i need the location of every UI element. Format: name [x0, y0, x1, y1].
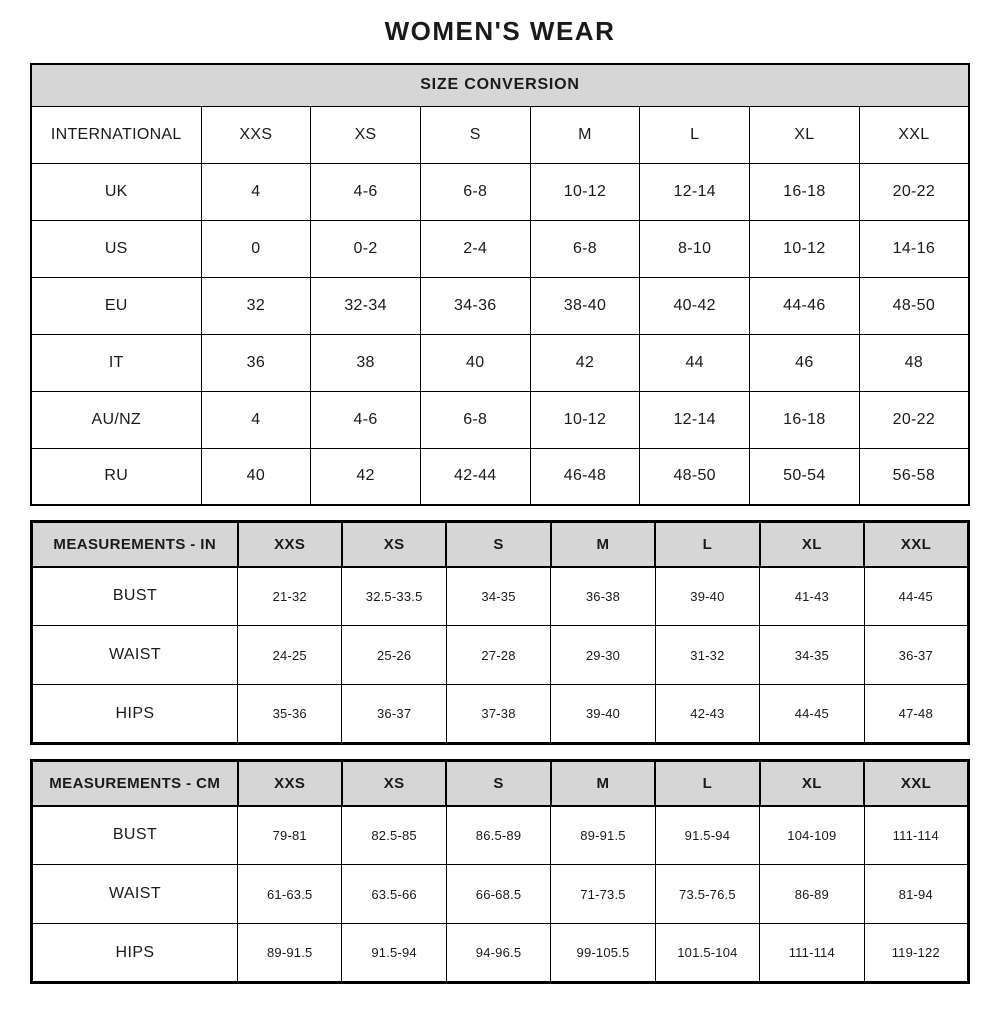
column-header: XL [760, 761, 864, 806]
table-cell: 104-109 [760, 806, 864, 865]
table-cell: 42 [311, 448, 421, 505]
measurements-in-table [30, 520, 970, 745]
table-cell: 0-2 [311, 220, 421, 277]
table-cell: 36 [201, 334, 311, 391]
header-label-cell: INTERNATIONAL [31, 106, 201, 163]
table-cell: 24-25 [238, 626, 342, 685]
row-label: AU/NZ [31, 391, 201, 448]
column-header: XXS [201, 106, 311, 163]
table-cell: 0 [201, 220, 311, 277]
measurements-cm-table [30, 759, 970, 984]
size-conversion-table [30, 63, 970, 506]
row-label: US [31, 220, 201, 277]
table-cell: 25-26 [342, 626, 446, 685]
table-cell: 71-73.5 [551, 865, 655, 924]
page-title: WOMEN'S WEAR [384, 16, 616, 46]
table-cell: 42-44 [420, 448, 530, 505]
table-cell: 63.5-66 [342, 865, 446, 924]
column-header: XS [342, 522, 446, 567]
column-header: XXL [859, 106, 969, 163]
table-cell: 36-37 [864, 626, 968, 685]
column-header: XS [311, 106, 421, 163]
table-cell: 36-37 [342, 685, 446, 744]
table-cell: 91.5-94 [342, 924, 446, 983]
table-cell: 16-18 [750, 163, 860, 220]
table-cell: 42-43 [655, 685, 759, 744]
table-cell: 56-58 [859, 448, 969, 505]
table-cell: 111-114 [864, 806, 968, 865]
table-row [31, 448, 969, 505]
table-cell: 29-30 [551, 626, 655, 685]
table-row [31, 220, 969, 277]
table-cell: 40 [201, 448, 311, 505]
table-cell: 10-12 [530, 391, 640, 448]
table-cell: 37-38 [446, 685, 550, 744]
row-label: RU [31, 448, 201, 505]
table-cell: 4-6 [311, 391, 421, 448]
table-cell: 89-91.5 [238, 924, 342, 983]
table-cell: 101.5-104 [655, 924, 759, 983]
table-row [31, 163, 969, 220]
table-cell: 61-63.5 [238, 865, 342, 924]
table-cell: 38-40 [530, 277, 640, 334]
column-header: S [420, 106, 530, 163]
table-cell: 4 [201, 163, 311, 220]
table-cell: 42 [530, 334, 640, 391]
table-cell: 6-8 [420, 163, 530, 220]
table-cell: 10-12 [530, 163, 640, 220]
table-row [32, 626, 969, 685]
column-header: XL [750, 106, 860, 163]
column-header: L [640, 106, 750, 163]
column-header: XL [760, 522, 864, 567]
column-header: M [551, 522, 655, 567]
table-cell: 20-22 [859, 391, 969, 448]
column-header: M [530, 106, 640, 163]
column-header: XXS [238, 761, 342, 806]
table-cell: 47-48 [864, 685, 968, 744]
column-header: M [551, 761, 655, 806]
table-cell: 46 [750, 334, 860, 391]
table-cell: 44 [640, 334, 750, 391]
row-label: IT [31, 334, 201, 391]
table-cell: 34-35 [446, 567, 550, 626]
table-cell: 12-14 [640, 391, 750, 448]
table-cell: 44-45 [864, 567, 968, 626]
table-cell: 2-4 [420, 220, 530, 277]
table-cell: 32 [201, 277, 311, 334]
table-row [32, 685, 969, 744]
table-cell: 41-43 [760, 567, 864, 626]
column-header: XXL [864, 522, 968, 567]
table-cell: 27-28 [446, 626, 550, 685]
table-cell: 32.5-33.5 [342, 567, 446, 626]
table-cell: 48 [859, 334, 969, 391]
table-cell: 4-6 [311, 163, 421, 220]
table-cell: 86-89 [760, 865, 864, 924]
table-cell: 44-46 [750, 277, 860, 334]
column-header: S [446, 522, 550, 567]
table-cell: 32-34 [311, 277, 421, 334]
table-cell: 73.5-76.5 [655, 865, 759, 924]
table-cell: 20-22 [859, 163, 969, 220]
table-row [32, 865, 969, 924]
header-row [32, 761, 969, 806]
table-cell: 119-122 [864, 924, 968, 983]
header-row [32, 522, 969, 567]
row-label: WAIST [32, 626, 238, 685]
table-cell: 39-40 [655, 567, 759, 626]
table-cell: 16-18 [750, 391, 860, 448]
column-header: XXS [238, 522, 342, 567]
table-cell: 99-105.5 [551, 924, 655, 983]
table-cell: 8-10 [640, 220, 750, 277]
table-row [32, 567, 969, 626]
table-cell: 94-96.5 [446, 924, 550, 983]
table-cell: 6-8 [420, 391, 530, 448]
table-cell: 34-36 [420, 277, 530, 334]
table-cell: 44-45 [760, 685, 864, 744]
table-cell: 46-48 [530, 448, 640, 505]
table-cell: 82.5-85 [342, 806, 446, 865]
column-header: S [446, 761, 550, 806]
table-cell: 6-8 [530, 220, 640, 277]
column-header: XS [342, 761, 446, 806]
table-cell: 86.5-89 [446, 806, 550, 865]
row-label: UK [31, 163, 201, 220]
table-cell: 50-54 [750, 448, 860, 505]
table-row [31, 391, 969, 448]
column-header: L [655, 761, 759, 806]
table-cell: 14-16 [859, 220, 969, 277]
table-cell: 34-35 [760, 626, 864, 685]
column-header: XXL [864, 761, 968, 806]
header-label-cell: MEASUREMENTS - IN [32, 522, 238, 567]
table-cell: 89-91.5 [551, 806, 655, 865]
table-cell: 48-50 [640, 448, 750, 505]
table-cell: 38 [311, 334, 421, 391]
row-label: HIPS [32, 924, 238, 983]
table-cell: 66-68.5 [446, 865, 550, 924]
table-cell: 111-114 [760, 924, 864, 983]
header-row [31, 106, 969, 163]
table-cell: 91.5-94 [655, 806, 759, 865]
table-cell: 12-14 [640, 163, 750, 220]
table-cell: 79-81 [238, 806, 342, 865]
table-cell: 4 [201, 391, 311, 448]
table-cell: 21-32 [238, 567, 342, 626]
table-cell: 39-40 [551, 685, 655, 744]
table-cell: 40 [420, 334, 530, 391]
table-cell: 31-32 [655, 626, 759, 685]
row-label: BUST [32, 806, 238, 865]
row-label: EU [31, 277, 201, 334]
table-row [31, 277, 969, 334]
header-label-cell: MEASUREMENTS - CM [32, 761, 238, 806]
row-label: WAIST [32, 865, 238, 924]
table-cell: 48-50 [859, 277, 969, 334]
table-row [31, 334, 969, 391]
column-header: L [655, 522, 759, 567]
row-label: HIPS [32, 685, 238, 744]
table-cell: 81-94 [864, 865, 968, 924]
table-row [32, 924, 969, 983]
table-cell: 10-12 [750, 220, 860, 277]
table-cell: 40-42 [640, 277, 750, 334]
row-label: BUST [32, 567, 238, 626]
table-caption: SIZE CONVERSION [31, 64, 969, 106]
table-cell: 36-38 [551, 567, 655, 626]
caption-row [31, 64, 969, 106]
table-row [32, 806, 969, 865]
table-cell: 35-36 [238, 685, 342, 744]
